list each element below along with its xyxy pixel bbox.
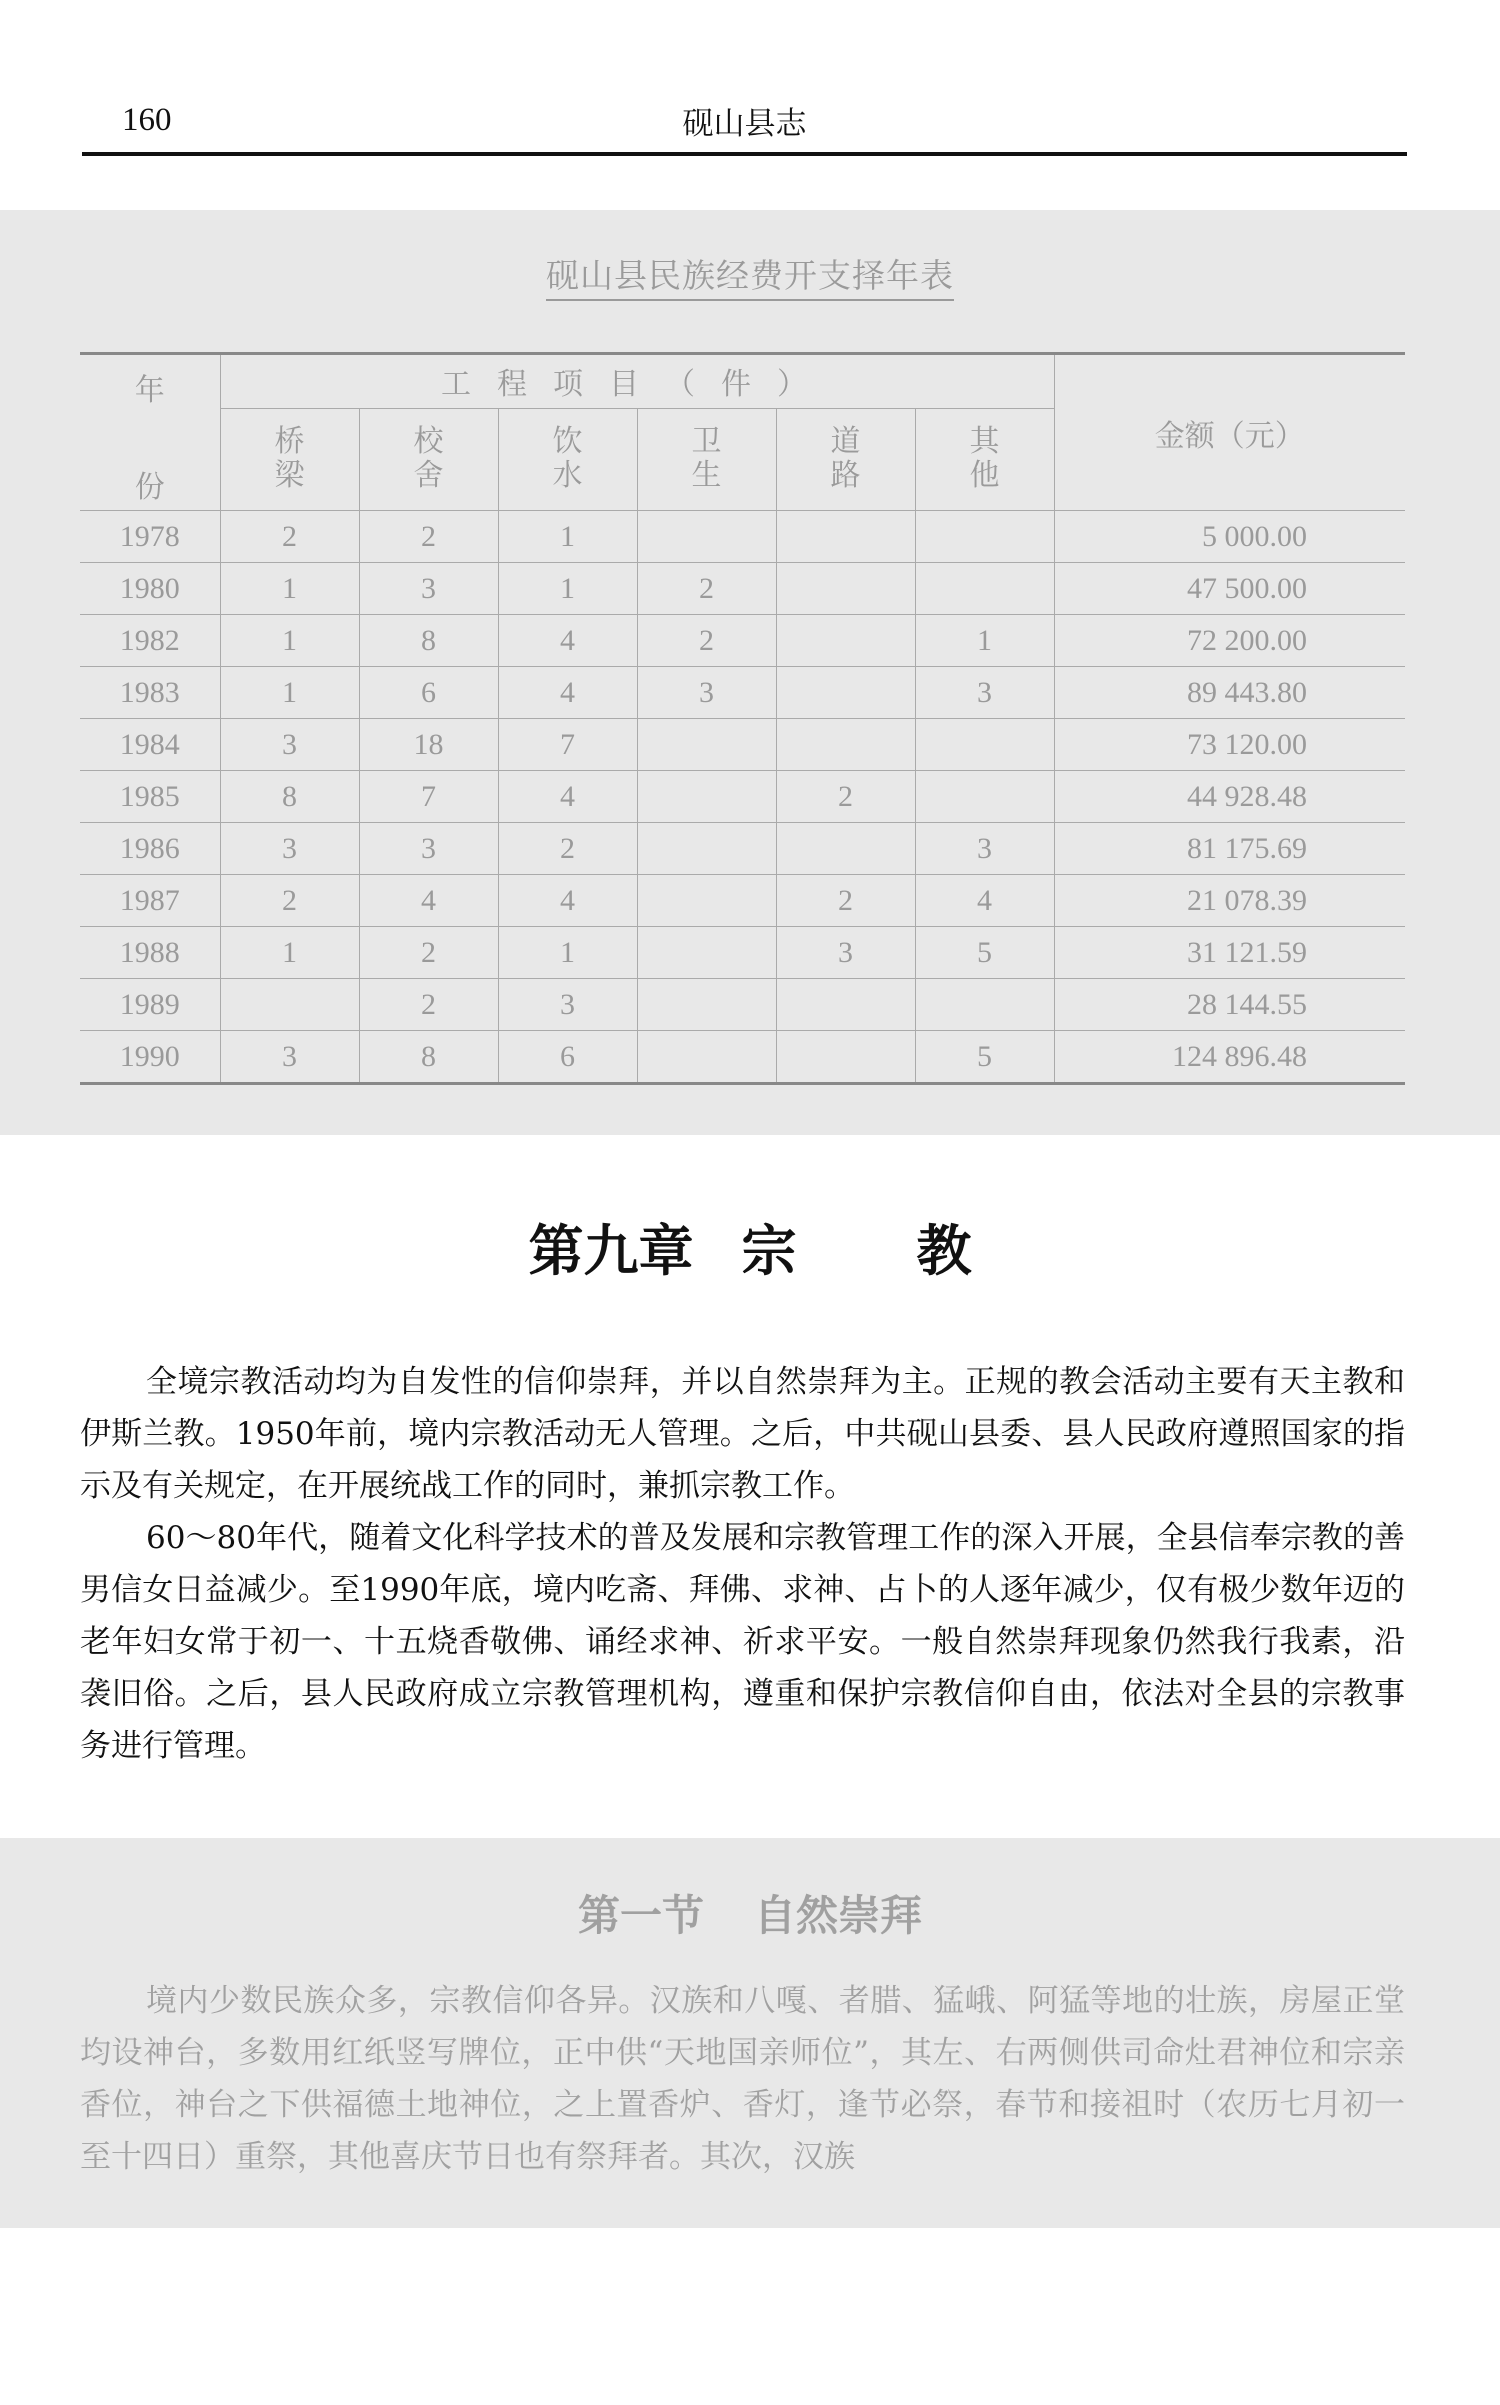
cell-year: 1986 xyxy=(80,823,220,875)
cell-amount: 28 144.55 xyxy=(1054,979,1405,1031)
cell-water: 4 xyxy=(498,667,637,719)
cell-school: 18 xyxy=(359,719,498,771)
cell-health xyxy=(637,719,776,771)
cell-amount: 47 500.00 xyxy=(1054,563,1405,615)
cell-health xyxy=(637,823,776,875)
cell-bridge: 3 xyxy=(220,823,359,875)
cell-school: 2 xyxy=(359,979,498,1031)
table-row xyxy=(80,875,1405,927)
table-row xyxy=(80,1031,1405,1084)
cell-water: 4 xyxy=(498,875,637,927)
col-header-road: 道 路 xyxy=(776,408,915,510)
col-header-health: 卫 生 xyxy=(637,408,776,510)
cell-other: 5 xyxy=(915,1031,1054,1084)
table-row xyxy=(80,563,1405,615)
cell-bridge: 2 xyxy=(220,875,359,927)
cell-year: 1983 xyxy=(80,667,220,719)
cell-water: 1 xyxy=(498,511,637,563)
cell-road xyxy=(776,511,915,563)
cell-road xyxy=(776,719,915,771)
cell-year: 1989 xyxy=(80,979,220,1031)
table-row xyxy=(80,979,1405,1031)
table-row xyxy=(80,615,1405,667)
section-region xyxy=(0,1838,1500,2228)
cell-other xyxy=(915,771,1054,823)
cell-road xyxy=(776,823,915,875)
table-row xyxy=(80,927,1405,979)
cell-road: 3 xyxy=(776,927,915,979)
cell-other xyxy=(915,563,1054,615)
cell-year: 1984 xyxy=(80,719,220,771)
section-title: 第一节 自然崇拜 xyxy=(577,1891,923,1940)
year-header: 年 份 xyxy=(80,354,220,511)
cell-health xyxy=(637,511,776,563)
cell-school: 4 xyxy=(359,875,498,927)
col-header-other: 其 他 xyxy=(915,408,1054,510)
cell-road: 2 xyxy=(776,875,915,927)
cell-amount: 73 120.00 xyxy=(1054,719,1405,771)
cell-road xyxy=(776,615,915,667)
amount-header: 金额（元） xyxy=(1054,354,1405,511)
cell-school: 3 xyxy=(359,823,498,875)
cell-year: 1987 xyxy=(80,875,220,927)
cell-bridge: 2 xyxy=(220,511,359,563)
cell-amount: 44 928.48 xyxy=(1054,771,1405,823)
cell-bridge: 1 xyxy=(220,615,359,667)
cell-health: 3 xyxy=(637,667,776,719)
cell-amount: 31 121.59 xyxy=(1054,927,1405,979)
cell-bridge: 1 xyxy=(220,563,359,615)
cell-water: 1 xyxy=(498,927,637,979)
cell-school: 6 xyxy=(359,667,498,719)
cell-other xyxy=(915,979,1054,1031)
cell-other: 3 xyxy=(915,823,1054,875)
cell-bridge xyxy=(220,979,359,1031)
cell-bridge: 8 xyxy=(220,771,359,823)
cell-year: 1978 xyxy=(80,511,220,563)
col-header-bridge: 桥 梁 xyxy=(220,408,359,510)
cell-year: 1982 xyxy=(80,615,220,667)
cell-amount: 5 000.00 xyxy=(1054,511,1405,563)
project-group-header: 工程项目（件） xyxy=(220,354,1054,409)
cell-bridge: 3 xyxy=(220,719,359,771)
table-row xyxy=(80,511,1405,563)
book-title: 砚山县志 xyxy=(682,106,807,142)
table-row xyxy=(80,719,1405,771)
cell-other: 4 xyxy=(915,875,1054,927)
cell-other: 1 xyxy=(915,615,1054,667)
cell-water: 1 xyxy=(498,563,637,615)
cell-year: 1980 xyxy=(80,563,220,615)
cell-health: 2 xyxy=(637,615,776,667)
cell-school: 3 xyxy=(359,563,498,615)
cell-road xyxy=(776,979,915,1031)
table-region xyxy=(0,210,1500,1135)
cell-school: 2 xyxy=(359,511,498,563)
cell-bridge: 1 xyxy=(220,927,359,979)
paragraph-decline: 60～80年代，随着文化科学技术的普及发展和宗教管理工作的深入开展，全县信奉宗教的善男信女日益减少。至1990年底，境内吃斋、拜佛、求神、占卜的人逐年减少，仅有极少数年迈的老年妇女常于初一、十五烧香敬佛、诵经求神、祈求平安。一般自然崇拜现象仍然我行我素，沿袭旧俗。之后，县人民政府成立宗教管理机构，遵重和保护宗教信仰自由，依法对全县的宗教事务进行管理。 xyxy=(80,1520,1405,1764)
cell-health xyxy=(637,1031,776,1084)
section-paragraph: 境内少数民族众多，宗教信仰各异。汉族和八嘎、者腊、猛峨、阿猛等地的壮族，房屋正堂均设神台，多数用红纸竖写牌位，正中供“天地国亲师位”，其左、右两侧供司命灶君神位和宗亲香位，神台之下供福德土地神位，之上置香炉、香灯，逢节必祭，春节和接祖时（农历七月初一至十四日）重祭，其他喜庆节日也有祭拜者。其次，汉族 xyxy=(80,1983,1405,2175)
col-header-water: 饮 水 xyxy=(498,408,637,510)
cell-other: 3 xyxy=(915,667,1054,719)
col-header-school: 校 舍 xyxy=(359,408,498,510)
fund-table xyxy=(80,352,1405,1085)
cell-school: 8 xyxy=(359,615,498,667)
cell-year: 1985 xyxy=(80,771,220,823)
cell-amount: 72 200.00 xyxy=(1054,615,1405,667)
cell-amount: 81 175.69 xyxy=(1054,823,1405,875)
cell-other: 5 xyxy=(915,927,1054,979)
table-row xyxy=(80,667,1405,719)
cell-year: 1988 xyxy=(80,927,220,979)
table-row xyxy=(80,771,1405,823)
page-header xyxy=(82,96,1407,156)
cell-bridge: 3 xyxy=(220,1031,359,1084)
cell-road xyxy=(776,667,915,719)
cell-road: 2 xyxy=(776,771,915,823)
chapter-title: 第九章 宗 教 xyxy=(528,1218,972,1283)
cell-amount: 21 078.39 xyxy=(1054,875,1405,927)
cell-water: 3 xyxy=(498,979,637,1031)
cell-school: 7 xyxy=(359,771,498,823)
cell-amount: 124 896.48 xyxy=(1054,1031,1405,1084)
header-rule xyxy=(82,152,1407,156)
cell-school: 2 xyxy=(359,927,498,979)
cell-amount: 89 443.80 xyxy=(1054,667,1405,719)
page-number: 160 xyxy=(122,102,172,138)
cell-water: 4 xyxy=(498,771,637,823)
cell-school: 8 xyxy=(359,1031,498,1084)
cell-water: 6 xyxy=(498,1031,637,1084)
cell-water: 7 xyxy=(498,719,637,771)
table-title: 砚山县民族经费开支择年表 xyxy=(0,250,1500,297)
cell-water: 2 xyxy=(498,823,637,875)
cell-other xyxy=(915,719,1054,771)
cell-road xyxy=(776,1031,915,1084)
cell-health xyxy=(637,979,776,1031)
cell-water: 4 xyxy=(498,615,637,667)
cell-health: 2 xyxy=(637,563,776,615)
cell-health xyxy=(637,927,776,979)
cell-year: 1990 xyxy=(80,1031,220,1084)
paragraph-intro: 全境宗教活动均为自发性的信仰崇拜，并以自然崇拜为主。正规的教会活动主要有天主教和伊斯兰教。1950年前，境内宗教活动无人管理。之后，中共砚山县委、县人民政府遵照国家的指示及有关规定，在开展统战工作的同时，兼抓宗教工作。 xyxy=(80,1364,1405,1504)
cell-health xyxy=(637,771,776,823)
cell-health xyxy=(637,875,776,927)
cell-road xyxy=(776,563,915,615)
cell-bridge: 1 xyxy=(220,667,359,719)
table-row xyxy=(80,823,1405,875)
cell-other xyxy=(915,511,1054,563)
